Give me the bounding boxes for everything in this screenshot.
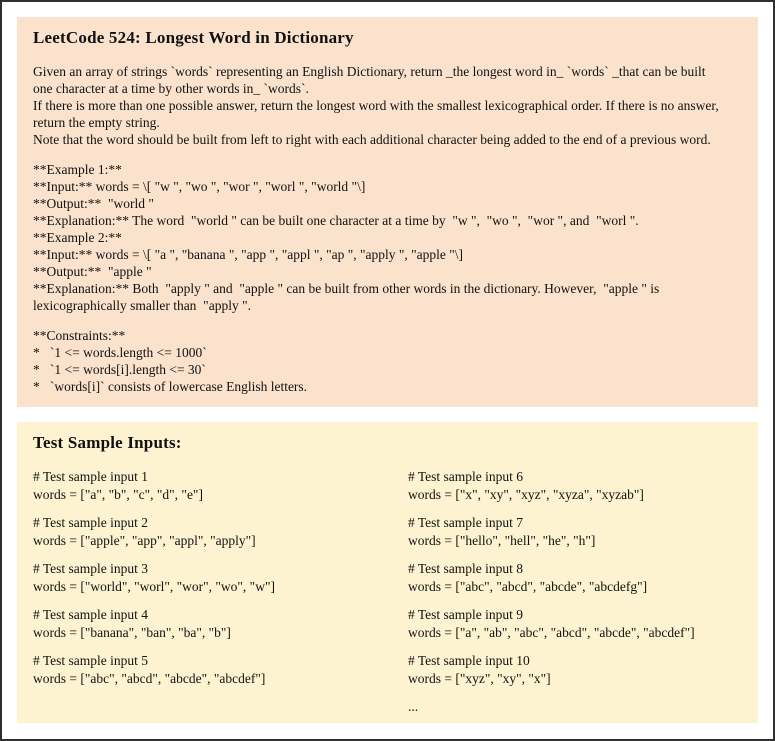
problem-text-line [33,148,742,161]
problem-description [33,63,742,395]
test-sample-code: words = ["abc", "abcd", "abcde", "abcdef"] [33,671,266,686]
test-columns [33,468,742,716]
problem-text-line: Note that the word should be built from left to right with each additional character being added to the end of a previous word. [33,132,711,147]
test-sample-code: words = ["a", "ab", "abc", "abcd", "abcde", "abcdef"] [408,625,695,640]
test-sample-comment: # Test sample input 8 [408,561,524,576]
problem-text-line: If there is more than one possible answer, return the longest word with the smallest lexicographical order. If there is no answer, [33,98,719,113]
test-sample-code: words = ["xyz", "xy", "x"] [408,671,551,686]
test-sample-comment: # Test sample input 2 [33,515,149,530]
test-sample-comment: # Test sample input 4 [33,607,149,622]
problem-text-line: * `1 <= words[i].length <= 30` [33,362,206,377]
test-column-right [408,468,742,716]
test-sample [408,652,742,688]
problem-text-line: **Input:** words = \[ "a ", "banana ", "app ", "appl ", "ap ", "apply ", "apple "\] [33,247,464,262]
test-sample [408,468,742,504]
test-sample [33,606,408,642]
problem-text-line [33,314,742,327]
test-ellipsis: ... [408,699,419,714]
test-sample-comment: # Test sample input 7 [408,515,524,530]
test-sample-code: words = ["abc", "abcd", "abcde", "abcdefg"] [408,579,648,594]
test-sample-comment: # Test sample input 3 [33,561,149,576]
problem-text-line: **Explanation:** Both "apply " and "apple " can be built from other words in the dictionary. However, "apple " is [33,281,660,296]
problem-text-line: **Output:** "world " [33,196,154,211]
test-sample-code: words = ["a", "b", "c", "d", "e"] [33,487,203,502]
problem-text-line: one character at a time by other words in_ `words`. [33,81,309,96]
problem-text-line: * `words[i]` consists of lowercase English letters. [33,379,308,394]
problem-text-line: **Explanation:** The word "world " can be built one character at a time by "w ", "wo ", "wor ", and "worl ". [33,213,639,228]
test-sample-comment: # Test sample input 6 [408,469,524,484]
problem-title: LeetCode 524: Longest Word in Dictionary [33,28,354,47]
problem-text-line: * `1 <= words.length <= 1000` [33,345,207,360]
test-sample [33,560,408,596]
test-sample [408,514,742,550]
test-sample-code: words = ["hello", "hell", "he", "h"] [408,533,596,548]
problem-text-line: **Constraints:** [33,328,126,343]
test-sample-comment: # Test sample input 9 [408,607,524,622]
test-sample-comment: # Test sample input 1 [33,469,149,484]
problem-text-line: Given an array of strings `words` representing an English Dictionary, return _the longest word in_ `words` _that can be built [33,64,706,79]
test-column-right-list [408,468,742,688]
test-column-left [33,468,408,716]
problem-text-line: **Input:** words = \[ "w ", "wo ", "wor ", "worl ", "world "\] [33,179,366,194]
test-sample-comment: # Test sample input 5 [33,653,149,668]
test-sample [33,652,408,688]
test-sample [33,514,408,550]
problem-text-line: **Example 2:** [33,230,122,245]
test-sample [33,468,408,504]
test-inputs-panel [17,422,758,723]
problem-text-line: **Example 1:** [33,162,122,177]
problem-panel [17,17,758,407]
problem-text-line: lexicographically smaller than "apply ". [33,298,251,313]
test-sample-code: words = ["apple", "app", "appl", "apply"] [33,533,256,548]
test-sample [408,606,742,642]
test-sample-comment: # Test sample input 10 [408,653,530,668]
test-sample [408,560,742,596]
test-inputs-title: Test Sample Inputs: [33,433,182,452]
problem-text-line: return the empty string. [33,115,160,130]
test-sample-code: words = ["banana", "ban", "ba", "b"] [33,625,231,640]
test-sample-code: words = ["x", "xy", "xyz", "xyza", "xyzab"] [408,487,644,502]
test-sample-code: words = ["world", "worl", "wor", "wo", "w"] [33,579,275,594]
problem-text-line: **Output:** "apple " [33,264,152,279]
